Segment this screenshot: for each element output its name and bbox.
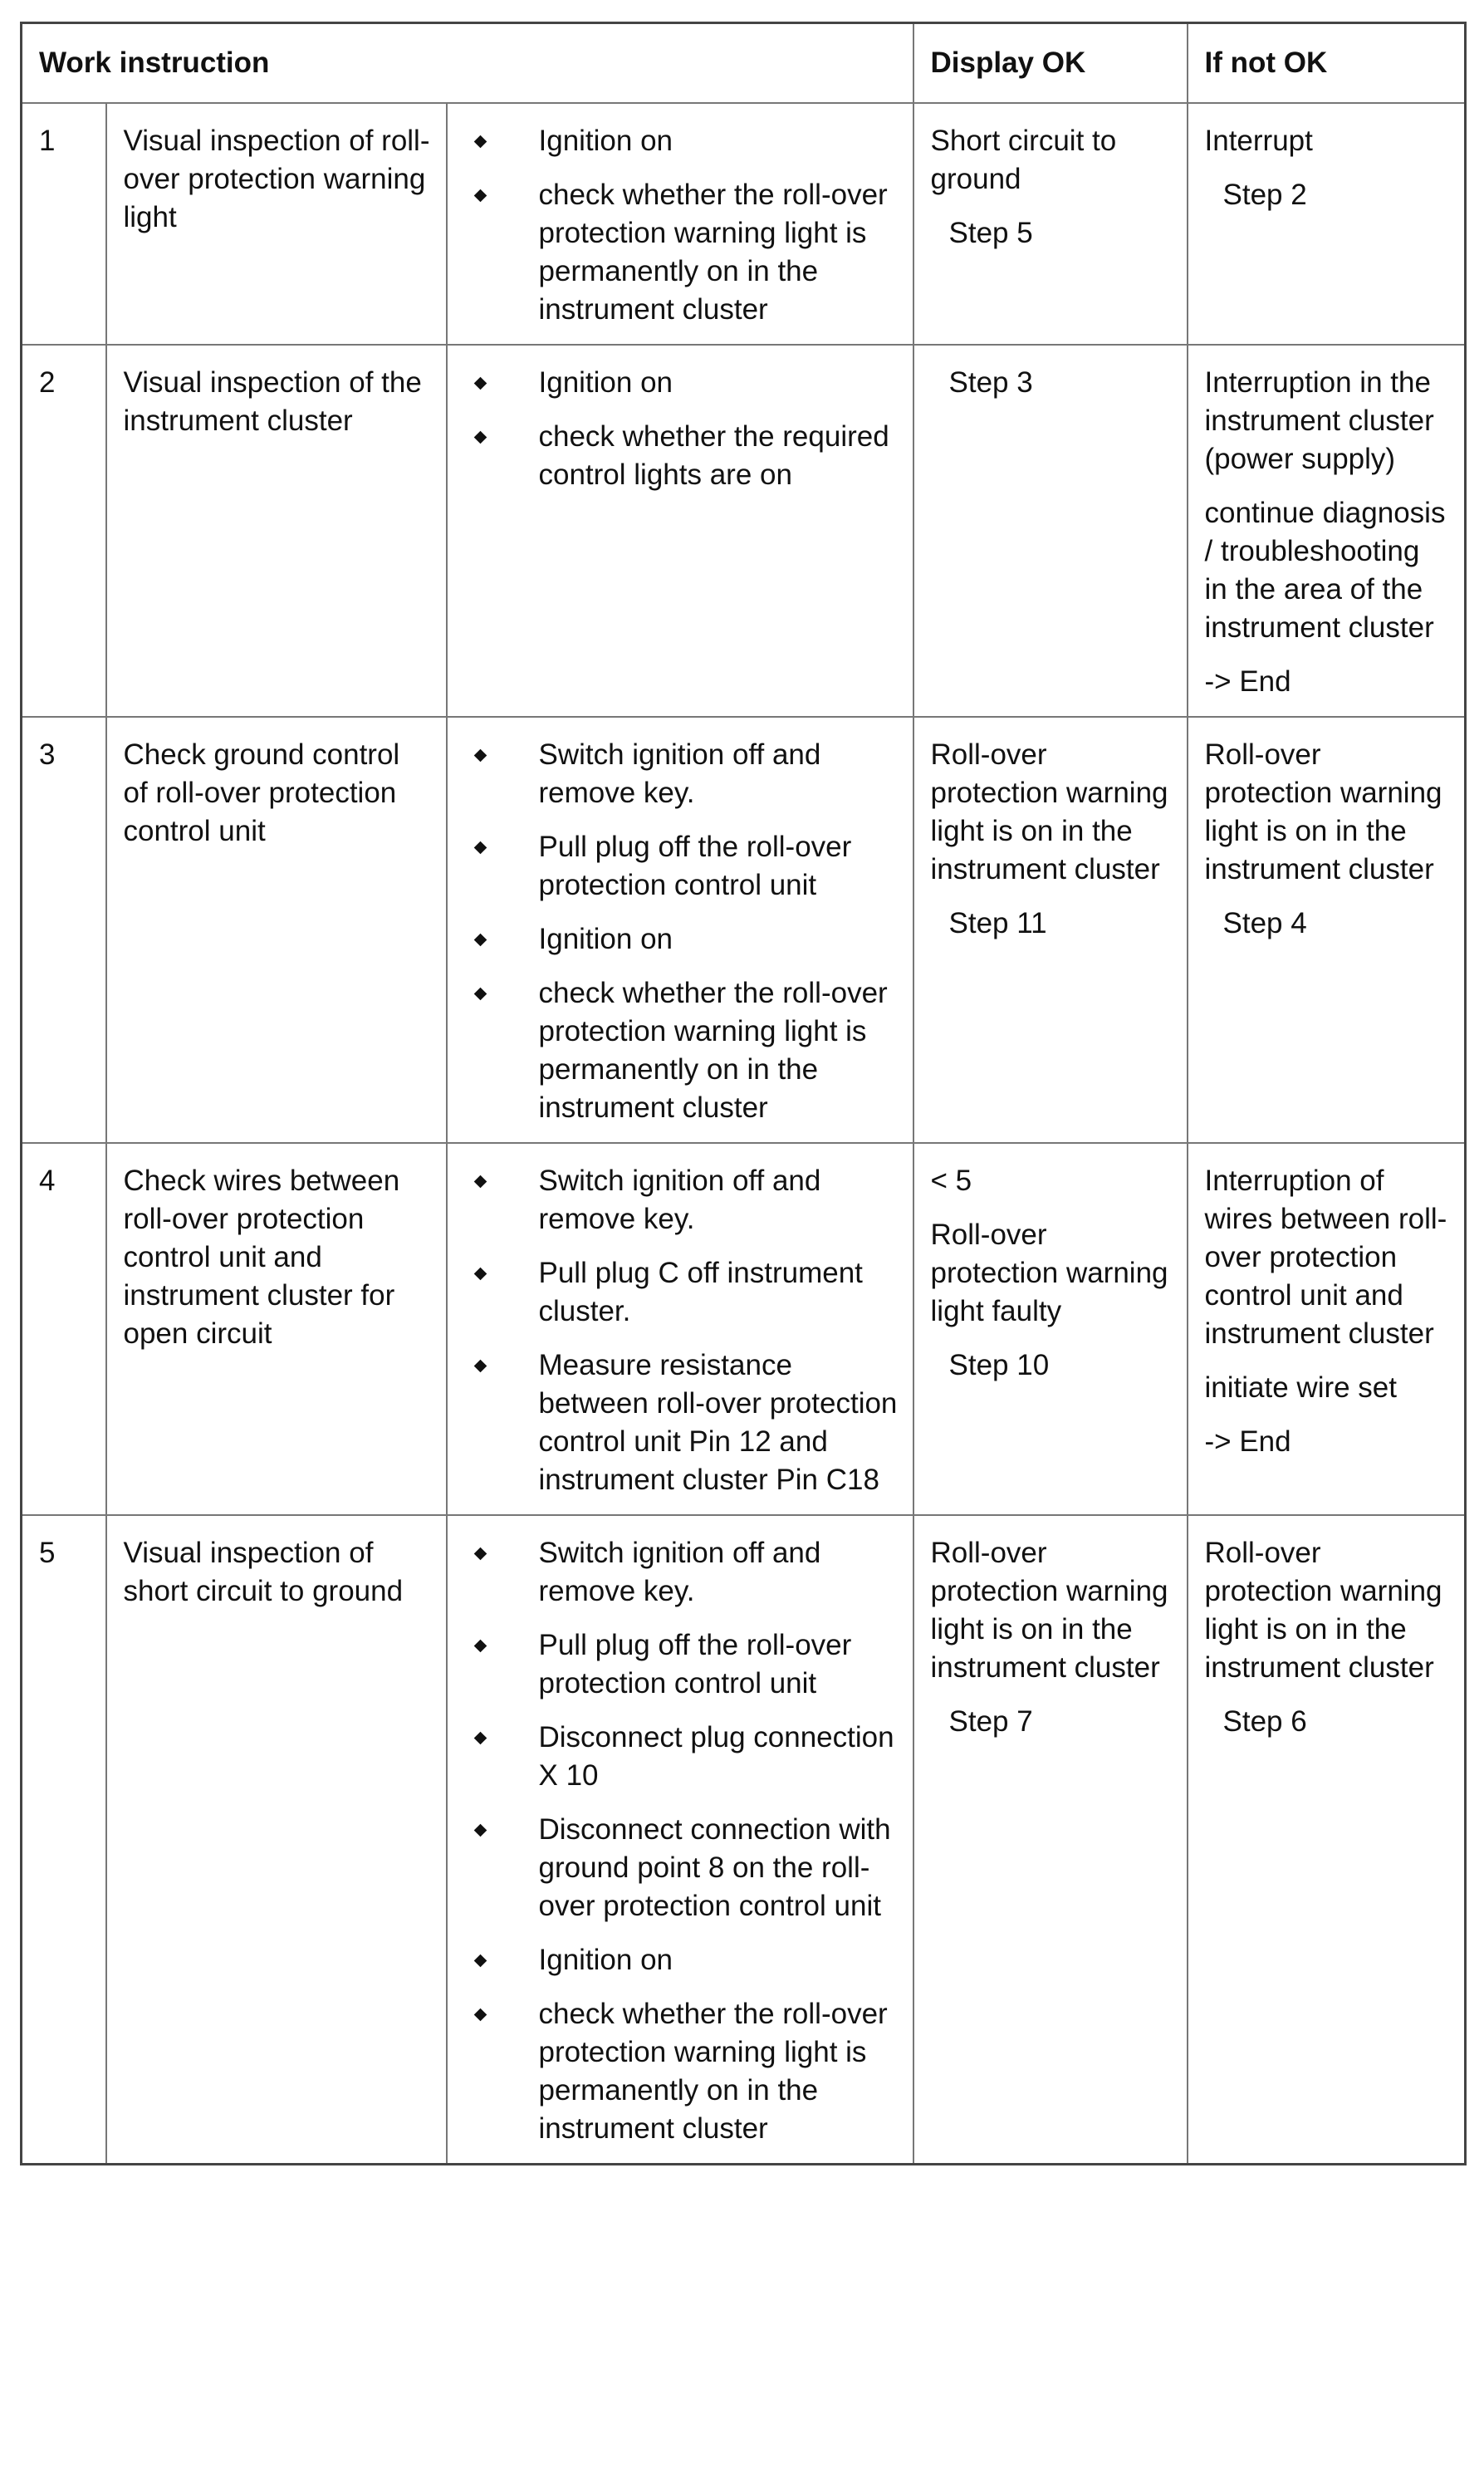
table-row (22, 717, 1466, 1143)
table-row (22, 1143, 1466, 1515)
work-instruction-table (20, 22, 1467, 2165)
if-not-ok-cell (1188, 103, 1466, 345)
step-number: 3 (22, 717, 106, 1143)
diamond-bullet-icon (473, 1547, 487, 1561)
instruction-text: Pull plug off the roll-over protection control unit (538, 831, 852, 901)
display-ok-text: Roll-over protection warning light is on in the instrument cluster (930, 1537, 1168, 1684)
instruction-list (464, 736, 898, 1127)
if-not-ok-text: -> End (1204, 665, 1291, 698)
if-not-ok-cell (1188, 1515, 1466, 2165)
table-row (22, 345, 1466, 717)
step-number: 1 (22, 103, 106, 345)
instruction-item (464, 1719, 898, 1795)
instruction-item (464, 1941, 898, 1979)
instruction-item (464, 736, 898, 812)
step-instructions (447, 345, 913, 717)
if-not-ok-text: Interruption of wires between roll-over protection control unit and instrument cluster (1204, 1165, 1447, 1350)
instruction-text: check whether the roll-over protection warning light is permanently on in the instrument cluster (538, 1998, 888, 2145)
if-not-ok-text: -> End (1204, 1425, 1291, 1458)
instruction-text: Pull plug off the roll-over protection control unit (538, 1629, 852, 1699)
diamond-bullet-icon (473, 841, 487, 855)
display-ok-text: Short circuit to ground (930, 125, 1117, 195)
display-ok-step-ref: Step 3 (948, 366, 1033, 399)
instruction-list (464, 122, 898, 329)
instruction-text: Switch ignition off and remove key. (538, 1537, 821, 1607)
instruction-item (464, 418, 898, 494)
step-number: 2 (22, 345, 106, 717)
if-not-ok-step-ref: Step 6 (1222, 1705, 1307, 1738)
table-row (22, 1515, 1466, 2165)
if-not-ok-text: initiate wire set (1204, 1371, 1397, 1404)
display-ok-cell (913, 717, 1188, 1143)
table-row (22, 103, 1466, 345)
instruction-text: check whether the required control lights are on (538, 420, 889, 491)
instruction-text: Measure resistance between roll-over protection control unit Pin 12 and instrument cluster Pin C18 (538, 1349, 898, 1496)
diamond-bullet-icon (473, 135, 487, 149)
table-header-row (22, 23, 1466, 104)
instruction-item (464, 1254, 898, 1331)
if-not-ok-text: Roll-over protection warning light is on in the instrument cluster (1204, 738, 1442, 885)
table-body (22, 103, 1466, 2165)
instruction-item (464, 1995, 898, 2148)
if-not-ok-step-ref: Step 4 (1222, 907, 1307, 939)
display-ok-cell (913, 1143, 1188, 1515)
instruction-item (464, 920, 898, 959)
instruction-text: Ignition on (538, 366, 673, 399)
instruction-item (464, 122, 898, 160)
instruction-item (464, 1811, 898, 1925)
instruction-text: check whether the roll-over protection warning light is permanently on in the instrument cluster (538, 179, 888, 326)
display-ok-cell (913, 345, 1188, 717)
diamond-bullet-icon (473, 749, 487, 763)
step-number: 5 (22, 1515, 106, 2165)
instruction-text: Disconnect plug connection X 10 (538, 1721, 894, 1792)
instruction-list (464, 1162, 898, 1499)
header-work-instruction: Work instruction (22, 23, 913, 104)
instruction-list (464, 364, 898, 494)
instruction-item (464, 828, 898, 905)
step-instructions (447, 103, 913, 345)
diamond-bullet-icon (473, 1360, 487, 1373)
header-if-not-ok: If not OK (1188, 23, 1466, 104)
if-not-ok-text: Interruption in the instrument cluster (power supply) (1204, 366, 1434, 475)
instruction-text: Switch ignition off and remove key. (538, 738, 821, 809)
display-ok-step-ref: Step 5 (948, 217, 1033, 249)
step-instructions (447, 1515, 913, 2165)
instruction-text: Pull plug C off instrument cluster. (538, 1257, 863, 1327)
step-title: Visual inspection of roll-over protection warning light (106, 103, 447, 345)
display-ok-step-ref: Step 10 (948, 1349, 1050, 1381)
diamond-bullet-icon (473, 431, 487, 444)
if-not-ok-cell (1188, 345, 1466, 717)
step-instructions (447, 717, 913, 1143)
instruction-list (464, 1534, 898, 2148)
diamond-bullet-icon (473, 1175, 487, 1189)
display-ok-cell (913, 1515, 1188, 2165)
if-not-ok-cell (1188, 1143, 1466, 1515)
if-not-ok-text: Roll-over protection warning light is on in the instrument cluster (1204, 1537, 1442, 1684)
diamond-bullet-icon (473, 988, 487, 1001)
display-ok-text: Roll-over protection warning light is on in the instrument cluster (930, 738, 1168, 885)
diamond-bullet-icon (473, 377, 487, 390)
display-ok-text: < 5 (930, 1165, 972, 1197)
instruction-item (464, 1626, 898, 1703)
display-ok-step-ref: Step 11 (948, 907, 1047, 939)
instruction-item (464, 176, 898, 329)
if-not-ok-cell (1188, 717, 1466, 1143)
step-instructions (447, 1143, 913, 1515)
step-title: Visual inspection of the instrument cluster (106, 345, 447, 717)
instruction-item (464, 974, 898, 1127)
step-title: Check ground control of roll-over protection control unit (106, 717, 447, 1143)
diamond-bullet-icon (473, 1732, 487, 1745)
instruction-text: Ignition on (538, 1944, 673, 1976)
diamond-bullet-icon (473, 934, 487, 947)
instruction-text: Ignition on (538, 923, 673, 955)
if-not-ok-text: Interrupt (1204, 125, 1313, 157)
diamond-bullet-icon (473, 189, 487, 203)
instruction-text: check whether the roll-over protection warning light is permanently on in the instrument cluster (538, 977, 888, 1124)
header-display-ok: Display OK (913, 23, 1188, 104)
diamond-bullet-icon (473, 1640, 487, 1653)
diamond-bullet-icon (473, 2008, 487, 2022)
diamond-bullet-icon (473, 1824, 487, 1837)
display-ok-step-ref: Step 7 (948, 1705, 1033, 1738)
display-ok-text: Roll-over protection warning light faulty (930, 1219, 1168, 1327)
instruction-item (464, 1346, 898, 1499)
step-number: 4 (22, 1143, 106, 1515)
instruction-text: Switch ignition off and remove key. (538, 1165, 821, 1235)
instruction-item (464, 1162, 898, 1238)
step-title: Visual inspection of short circuit to ground (106, 1515, 447, 2165)
diamond-bullet-icon (473, 1954, 487, 1968)
display-ok-cell (913, 103, 1188, 345)
step-title: Check wires between roll-over protection control unit and instrument cluster for open circuit (106, 1143, 447, 1515)
if-not-ok-step-ref: Step 2 (1222, 179, 1307, 211)
diamond-bullet-icon (473, 1268, 487, 1281)
instruction-text: Disconnect connection with ground point 8 on the roll-over protection control unit (538, 1813, 891, 1922)
instruction-item (464, 364, 898, 402)
instruction-item (464, 1534, 898, 1611)
if-not-ok-text: continue diagnosis / troubleshooting in the area of the instrument cluster (1204, 497, 1446, 644)
instruction-text: Ignition on (538, 125, 673, 157)
